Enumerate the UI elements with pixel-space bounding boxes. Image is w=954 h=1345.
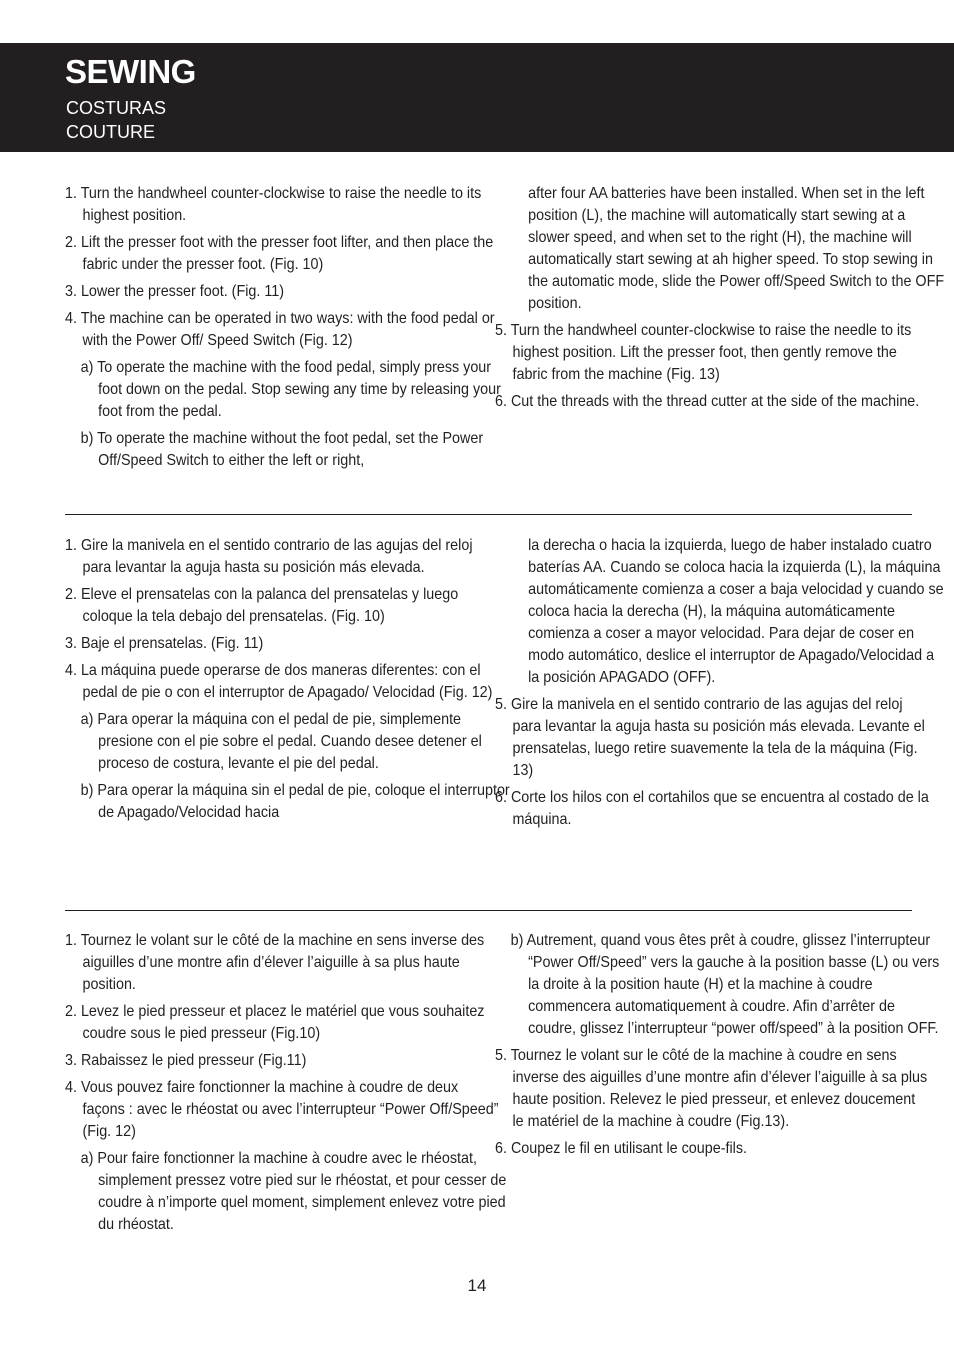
instruction-substep: b) Autrement, quand vous êtes prêt à coudre, glissez l’interrupteur “Power Off/Speed” vers la gauche à la position basse (L) ou vers la droite à la position haute (H) et la machine à coudre commencera automatiquement à coudre. Afin d’arrêter de coudre, glissez l’interrupteur “power off/speed” à la position OFF. [510, 932, 940, 1037]
instruction-step: 4. The machine can be operated in two ways: with the food pedal or with the Power Off/ Speed Switch (Fig. 12) [65, 310, 495, 349]
instruction-substep: a) To operate the machine with the food pedal, simply press your foot down on the pedal. Stop sewing any time by releasing your foot from the pedal. [80, 359, 501, 420]
english-right-column [495, 183, 945, 418]
instruction-substep: b) To operate the machine without the foot pedal, set the Power Off/Speed Switch to either the left or right, [80, 430, 484, 469]
instruction-substep: a) Pour faire fonctionner la machine à coudre avec le rhéostat, simplement pressez votre pied sur le rhéostat, et pour cesser de coudre à n’importe quel moment, simplement enlevez votre pied du rhéostat. [80, 1150, 507, 1233]
instruction-step: 2. Levez le pied presseur et placez le matériel que vous souhaitez coudre sous le pied presseur (Fig.10) [65, 1003, 485, 1042]
instruction-step: 3. Baje el prensatelas. (Fig. 11) [65, 635, 264, 652]
instruction-step: 2. Eleve el prensatelas con la palanca del prensatelas y luego coloque la tela debajo del prensatelas. (Fig. 10) [65, 586, 459, 625]
instruction-step: 1. Turn the handwheel counter-clockwise to raise the needle to its highest position. [65, 185, 482, 224]
instruction-step: 5. Tournez le volant sur le côté de la machine à coudre en sens inverse des aiguilles d’une montre afin d’élever l’aiguille à sa plus haute position. Relevez le pied presseur, et enlevez doucement le matériel de la machine à coudre (Fig.13). [495, 1047, 928, 1130]
french-right-column [495, 930, 940, 1165]
instruction-step: 6. Corte los hilos con el cortahilos que se encuentra al costado de la máquina. [495, 789, 929, 828]
instruction-substep: a) Para operar la máquina con el pedal de pie, simplemente presione con el pie sobre el pedal. Cuando desee detener el proceso de costura, levante el pie del pedal. [80, 711, 482, 772]
instruction-step: 4. Vous pouvez faire fonctionner la machine à coudre de deux façons : avec le rhéostat ou avec l’interrupteur “Power Off/Speed” (Fig. 12) [65, 1079, 499, 1140]
page-header [0, 43, 954, 152]
section-divider [65, 514, 912, 515]
subtitle-spanish: COSTURAS [66, 98, 167, 118]
instruction-step: 2. Lift the presser foot with the presser foot lifter, and then place the fabric under the presser foot. (Fig. 10) [65, 234, 494, 273]
instruction-step: 1. Gire la manivela en el sentido contrario de las agujas del reloj para levantar la aguja hasta su posición más elevada. [65, 537, 473, 576]
instruction-step: 6. Cut the threads with the thread cutter at the side of the machine. [495, 393, 920, 410]
instruction-step: 5. Turn the handwheel counter-clockwise to raise the needle to its highest position. Lift the presser foot, then gently remove the fabric from the machine (Fig. 13) [495, 322, 912, 383]
spanish-right-column [495, 535, 944, 836]
page-number: 14 [467, 1276, 487, 1295]
instruction-step: 4. La máquina puede operarse de dos maneras diferentes: con el pedal de pie o con el interruptor de Apagado/ Velocidad (Fig. 12) [65, 662, 493, 701]
instruction-step: 3. Rabaissez le pied presseur (Fig.11) [65, 1052, 307, 1069]
subtitle-french: COUTURE [66, 122, 155, 142]
instruction-continuation: after four AA batteries have been installed. When set in the left position (L), the machine will automatically start sewing at a slower speed, and when set to the right (H), the machine will automatically start sewing at ah higher speed. To stop sewing in the automatic mode, slide the Power off/Speed Switch to the OFF position. [528, 185, 945, 312]
instruction-substep: b) Para operar la máquina sin el pedal de pie, coloque el interruptor de Apagado/Velocidad hacia [80, 782, 510, 821]
instruction-continuation: la derecha o hacia la izquierda, luego de haber instalado cuatro baterías AA. Cuando se coloca hacia la izquierda (L), la máquina automáticamente comienza a coser a baja velocidad y cuando se coloca hacia la derecha (H), la máquina automáticamente comienza a coser a mayor velocidad. Para dejar de coser en modo automático, deslice el interruptor de Apagado/Velocidad a la posición APAGADO (OFF). [528, 537, 944, 686]
english-left-column [65, 183, 501, 477]
instruction-step: 5. Gire la manivela en el sentido contrario de las agujas del reloj para levantar la aguja hasta su posición más elevada. Levante el prensatelas, luego retire suavemente la tela de la máquina (Fig. 13) [495, 696, 925, 779]
french-left-column [65, 930, 507, 1241]
page-title: SEWING [65, 53, 196, 90]
instruction-step: 6. Coupez le fil en utilisant le coupe-fils. [495, 1140, 747, 1157]
instruction-step: 1. Tournez le volant sur le côté de la machine en sens inverse des aiguilles d’une montre afin d’élever l’aiguille à sa plus haute position. [65, 932, 485, 993]
section-divider [65, 910, 912, 911]
spanish-left-column [65, 535, 510, 829]
instruction-step: 3. Lower the presser foot. (Fig. 11) [65, 283, 285, 300]
